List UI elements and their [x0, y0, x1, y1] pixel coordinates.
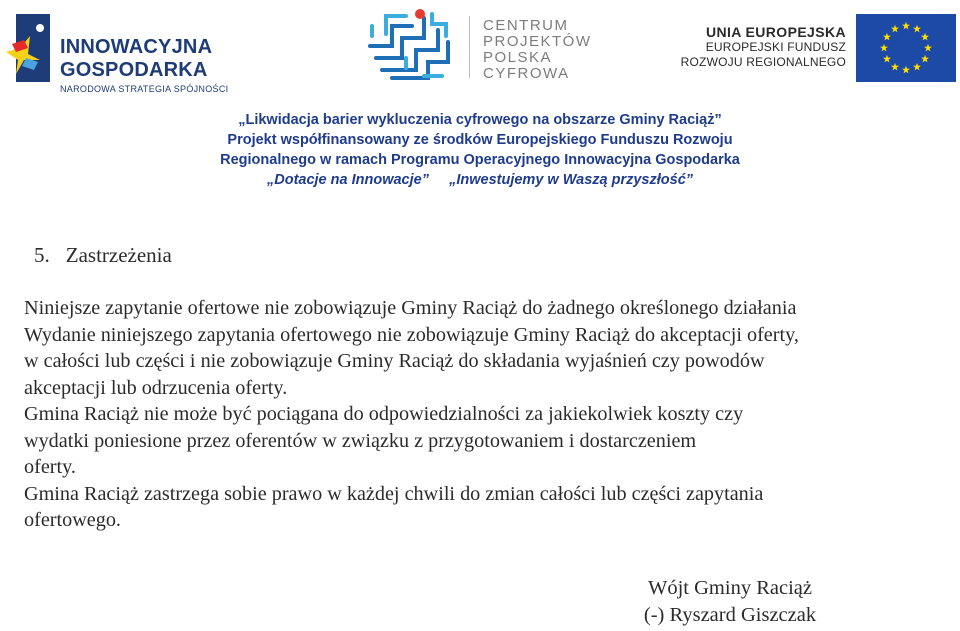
cppc-logo	[362, 6, 612, 86]
paragraph	[24, 295, 935, 401]
cppc-wordmark	[483, 18, 592, 82]
innowacyjna-subtitle: NARODOWA STRATEGIA SPÓJNOŚCI	[60, 84, 229, 94]
eu-flag-icon	[856, 14, 956, 82]
paragraph	[24, 401, 935, 481]
innowacyjna-title: INNOWACYJNA GOSPODARKA	[60, 36, 212, 81]
section-title: Zastrzeżenia	[65, 243, 172, 267]
section-number: 5.	[34, 243, 50, 267]
text-line: akceptacji lub odrzucenia oferty.	[24, 376, 288, 399]
text-line: Niniejsze zapytanie ofertowe nie zobowiązuje Gminy Raciąż do żadnego określonego działania	[24, 297, 797, 319]
signature-role: Wójt Gminy Raciąż	[648, 577, 812, 599]
signature-block	[600, 575, 860, 629]
slogan-dotacje: „Dotacje na Innowacje”	[266, 172, 429, 188]
project-slogans	[0, 170, 960, 190]
maze-icon	[362, 6, 458, 86]
eu-fund-line: ROZWOJU REGIONALNEGO	[680, 55, 846, 69]
slogan-inwestujemy: „Inwestujemy w Waszą przyszłość”	[449, 172, 694, 188]
text-line: ofertowego.	[24, 509, 121, 531]
project-program-line: Regionalnego w ramach Programu Operacyjnego Innowacyjna Gospodarka	[220, 152, 740, 168]
section-heading	[34, 243, 172, 268]
innowacyjna-gospodarka-emblem-icon	[6, 14, 54, 84]
text-line: Wydanie niniejszego zapytania ofertowego nie zobowiązuje Gminy Raciąż do akceptacji oferty,	[24, 323, 799, 346]
logo-divider	[469, 16, 470, 78]
innowacyjna-gospodarka-logo	[6, 14, 316, 94]
text-line: Gmina Raciąż zastrzega sobie prawo w każdej chwili do zmian całości lub części zapytania	[24, 482, 764, 505]
eu-title: UNIA EUROPEJSKA	[705, 24, 846, 40]
cppc-line: CYFROWA	[483, 65, 570, 82]
text-line: wydatki poniesione przez oferentów w związku z przygotowaniem i dostarczeniem	[24, 429, 697, 452]
text-line: w całości lub części i nie zobowiązuje Gminy Raciąż do składania wyjaśnień czy powodów	[24, 350, 765, 372]
logo-bar	[0, 0, 960, 95]
eu-logo	[678, 12, 956, 82]
text-line: Gmina Raciąż nie może być pociągana do odpowiedzialności za jakiekolwiek koszty czy	[24, 403, 744, 425]
project-header	[0, 110, 960, 190]
cppc-line: PROJEKTÓW	[483, 33, 592, 50]
project-cofinancing-line: Projekt współfinansowany ze środków Europejskiego Funduszu Rozwoju	[227, 132, 733, 148]
paragraph	[24, 481, 935, 534]
cppc-line: POLSKA	[483, 49, 553, 66]
eu-fund-line: EUROPEJSKI FUNDUSZ	[705, 40, 846, 54]
section-body	[24, 295, 935, 534]
project-title: „Likwidacja barier wykluczenia cyfrowego na obszarze Gminy Raciąż”	[238, 112, 722, 128]
cppc-line: CENTRUM	[483, 17, 569, 34]
text-line: oferty.	[24, 456, 76, 478]
signature-name: (-) Ryszard Giszczak	[643, 604, 817, 626]
